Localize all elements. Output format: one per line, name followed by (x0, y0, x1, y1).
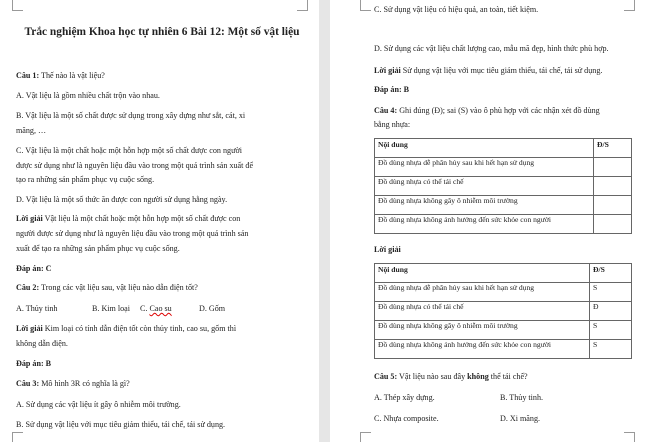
table-row (375, 215, 632, 234)
answer-cell: S (590, 321, 632, 340)
table-header-row (375, 264, 632, 283)
page-corner-mark (624, 432, 635, 442)
answer-cell (594, 158, 632, 177)
q5-option-a: A. Thép xây dựng. (374, 393, 435, 402)
q2-option-b: B. Kim loại (92, 304, 130, 313)
table-row (375, 196, 632, 215)
question-3: Câu 3: Mô hình 3R có nghĩa là gì? (16, 379, 130, 388)
q1-option-b-cont: măng, … (16, 126, 47, 135)
table-header-row (375, 139, 632, 158)
table-row (375, 321, 632, 340)
q3-option-d: D. Sử dụng các vật liệu chất lượng cao, mẫu mã đẹp, hình thức phù hợp. (374, 44, 609, 53)
answer-cell (594, 196, 632, 215)
answer-cell: S (590, 340, 632, 359)
q3-solution: Lời giải Sử dụng vật liệu với mục tiêu giảm thiểu, tái chế, tái sử dụng. (374, 66, 603, 75)
q1-solution-cont: người được sử dụng như là nguyên liệu đầu vào trong một quá trình sản (16, 229, 249, 238)
page-corner-mark (297, 0, 308, 11)
question-4: Câu 4: Ghi đúng (Đ); sai (S) vào ô phù hợp với các nhận xét đồ dùng (374, 106, 600, 115)
q1-option-a: A. Vật liệu là gồm nhiều chất trộn vào nhau. (16, 91, 160, 100)
q3-option-a: A. Sử dụng các vật liệu ít gây ô nhiễm môi trường. (16, 400, 181, 409)
q2-option-d: D. Gốm (199, 304, 226, 313)
table-cell: Đồ dùng nhựa không gây ô nhiễm môi trường (375, 321, 590, 340)
answer-cell (594, 215, 632, 234)
question-1: Câu 1: Thế nào là vật liệu? (16, 71, 105, 80)
table-cell: Đồ dùng nhựa không ảnh hưởng đến sức khỏe con người (375, 215, 594, 234)
table-row (375, 158, 632, 177)
q4-exercise-table (374, 138, 632, 234)
page-corner-mark (624, 0, 635, 11)
table-header-cell: Nội dung (375, 264, 590, 283)
q1-solution-cont2: xuất để tạo ra những sản phẩm phục vụ cuộc sống. (16, 244, 180, 253)
q1-option-c: C. Vật liệu là một chất hoặc một hỗn hợp một số chất được con người (16, 146, 243, 155)
table-header-cell: Nội dung (375, 139, 594, 158)
q2-option-c: C. Cao su (140, 304, 172, 313)
table-cell: Đồ dùng nhựa có thể tái chế (375, 302, 590, 321)
page-corner-mark (360, 0, 371, 11)
table-row (375, 302, 632, 321)
q1-solution: Lời giải Vật liệu là một chất hoặc một hỗn hợp một số chất được con (16, 214, 241, 223)
q1-option-c-cont2: tạo ra những sản phẩm phục vụ cuộc sống. (16, 175, 155, 184)
q5-option-b: B. Thủy tinh. (500, 393, 544, 402)
document-page-left (0, 0, 319, 442)
table-cell: Đồ dùng nhựa dễ phân hủy sau khi hết hạn sử dụng (375, 283, 590, 302)
q5-option-c: C. Nhựa composite. (374, 414, 439, 423)
document-title: Trắc nghiệm Khoa học tự nhiên 6 Bài 12: Một số vật liệu (24, 26, 300, 38)
q1-answer: Đáp án: C (16, 264, 52, 273)
page-corner-mark (12, 0, 23, 11)
q4-solution-table (374, 263, 632, 359)
table-header-cell: Đ/S (590, 264, 632, 283)
answer-cell: S (590, 283, 632, 302)
answer-cell (594, 177, 632, 196)
table-cell: Đồ dùng nhựa dễ phân hủy sau khi hết hạn sử dụng (375, 158, 594, 177)
q3-option-c: C. Sử dụng vật liệu có hiệu quả, an toàn, tiết kiệm. (374, 5, 539, 14)
q3-answer: Đáp án: B (374, 85, 410, 94)
table-row (375, 340, 632, 359)
answer-cell: Đ (590, 302, 632, 321)
document-page-right (330, 0, 650, 442)
question-5: Câu 5: Vật liệu nào sau đây không thể tái chế? (374, 372, 528, 381)
q1-option-c-cont: được sử dụng như là nguyên liệu đầu vào trong một quá trình sản xuất để (16, 161, 254, 170)
page-corner-mark (360, 432, 371, 442)
page-corner-mark (12, 432, 23, 442)
q4-solution-label: Lời giải (374, 245, 401, 254)
q2-answer: Đáp án: B (16, 359, 52, 368)
table-cell: Đồ dùng nhựa không gây ô nhiễm môi trường (375, 196, 594, 215)
q1-option-d: D. Vật liệu là một số thức ăn được con người sử dụng hằng ngày. (16, 195, 228, 204)
q2-solution: Lời giải Kim loại có tính dẫn điện tốt còn thủy tinh, cao su, gốm thì (16, 324, 237, 333)
table-cell: Đồ dùng nhựa không ảnh hưởng đến sức khỏe con người (375, 340, 590, 359)
question-4-cont: bằng nhựa: (374, 120, 411, 129)
table-cell: Đồ dùng nhựa có thể tái chế (375, 177, 594, 196)
q2-option-a: A. Thủy tinh (16, 304, 58, 313)
table-row (375, 177, 632, 196)
q5-option-d: D. Xi măng. (500, 414, 541, 423)
q3-option-b: B. Sử dụng vật liệu với mục tiêu giảm thiểu, tái chế, tái sử dụng. (16, 420, 226, 429)
q2-solution-cont: không dẫn điện. (16, 339, 68, 348)
question-2: Câu 2: Trong các vật liệu sau, vật liệu nào dẫn điện tốt? (16, 283, 198, 292)
q1-option-b: B. Vật liệu là một số chất được sử dụng trong xây dựng như sắt, cát, xi (16, 111, 246, 120)
table-header-cell: Đ/S (594, 139, 632, 158)
table-row (375, 283, 632, 302)
